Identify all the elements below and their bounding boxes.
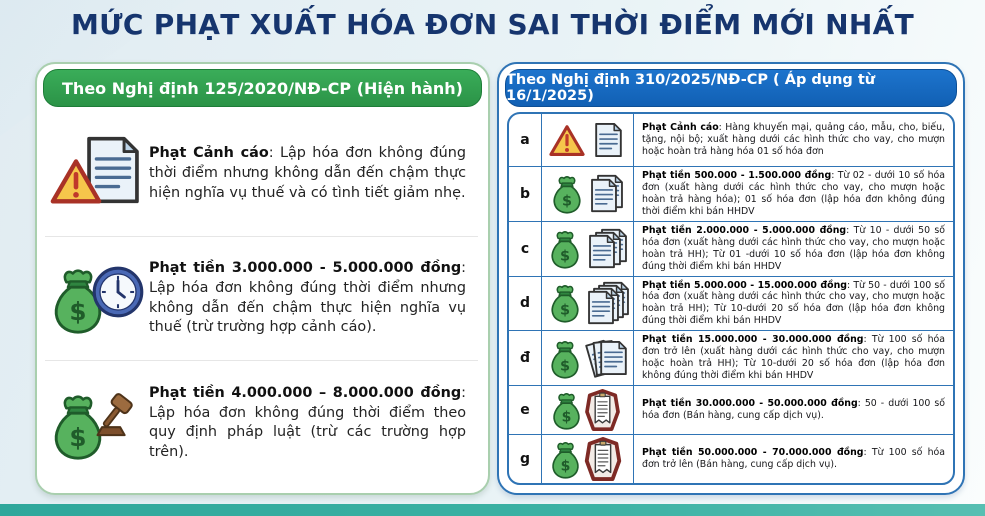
current-decree-panel <box>35 62 490 495</box>
penalty-cell <box>634 277 953 331</box>
list-item <box>45 360 478 485</box>
penalty-lead: Phạt Cảnh cáo <box>149 145 269 162</box>
penalty-body: : Từ 02 - dưới 10 số hóa đơn (xuất hàng dưới các hình thức cho vay, cho mượn hoặc hoàn trả hàng hóa); 01 số hóa đơn (lập hóa đơn không đúng thời điểm khi bán HHDV <box>642 170 945 217</box>
table-row <box>509 386 953 435</box>
row-letter: d <box>509 277 542 331</box>
penalty-lead: Phạt tiền 500.000 - 1.500.000 đồng <box>642 170 832 181</box>
warning-document-icon <box>45 131 149 217</box>
penalty-lead: Phạt tiền 2.000.000 - 5.000.000 đồng <box>642 224 847 236</box>
footer-strip <box>0 504 985 516</box>
moneybag-red-invoice-icon <box>542 435 634 483</box>
list-item <box>45 112 478 236</box>
row-letter: c <box>509 222 542 276</box>
moneybag-red-invoice-icon <box>542 386 634 434</box>
penalty-body: : Lập hóa đơn không đúng thời điểm nhưng không dẫn đến chậm thực hiện nghĩa vụ thuế (trừ trường hợp cảnh cáo). <box>149 260 466 336</box>
penalty-cell <box>634 114 953 166</box>
left-panel-items <box>45 112 478 485</box>
penalty-body: : Lập hóa đơn không đúng thời điểm theo quy định pháp luật (trừ các trường hợp trên). <box>149 385 466 460</box>
table-row <box>509 222 953 277</box>
penalty-cell <box>634 167 953 221</box>
penalty-body: : Từ 50 - dưới 100 số hóa đơn (xuất hàng dưới các hình thức cho vay, cho mượn hoặc hoàn trả HH); Từ 10-dưới 20 số hóa đơn (lập hóa đơn không đúng thời điểm khi bán HHDV <box>642 279 945 327</box>
moneybag-invoices-fan-icon <box>542 331 634 385</box>
penalty-cell <box>634 435 953 483</box>
penalty-body: : Lập hóa đơn không đúng thời điểm nhưng không dẫn đến chậm thực hiện nghĩa vụ thuế và có tình tiết giảm nhẹ. <box>149 145 466 201</box>
moneybag-clock-icon <box>45 259 149 339</box>
table-row <box>509 277 953 332</box>
penalty-body: : Từ 100 số hóa đơn trở lên (Bán hàng, cung cấp dịch vụ). <box>642 447 945 470</box>
row-letter: a <box>509 114 542 166</box>
moneybag-gavel-icon <box>45 383 149 463</box>
moneybag-invoices-icon <box>542 167 634 221</box>
penalty-table <box>507 112 955 485</box>
penalty-body: : Hàng khuyến mại, quảng cáo, mẫu, cho, biếu, tặng, nội bộ; xuất hàng dưới các hình thức cho vay, cho mượn hoặc hoàn trả hàng hóa 01 số hóa đơn <box>642 122 945 157</box>
table-row <box>509 435 953 483</box>
penalty-lead: Phạt tiền 15.000.000 - 30.000.000 đồng <box>642 334 864 346</box>
penalty-cell <box>634 331 953 385</box>
table-row <box>509 331 953 386</box>
penalty-text <box>149 144 478 203</box>
penalty-lead: Phạt tiền 5.000.000 - 15.000.000 đồng <box>642 279 847 291</box>
new-decree-panel <box>497 62 965 495</box>
penalty-text <box>149 259 478 337</box>
row-letter: e <box>509 386 542 434</box>
moneybag-invoices-icon <box>542 222 634 276</box>
left-panel-header: Theo Nghị định 125/2020/NĐ-CP (Hiện hành) <box>43 69 482 107</box>
row-letter: b <box>509 167 542 221</box>
penalty-lead: Phạt tiền 30.000.000 - 50.000.000 đồng <box>642 398 858 410</box>
right-panel-header: Theo Nghị định 310/2025/NĐ-CP ( Áp dụng từ 16/1/2025) <box>505 69 957 107</box>
row-letter: đ <box>509 331 542 385</box>
penalty-body: : Từ 100 số hóa đơn trở lên (xuất hàng dưới các hình thức cho vay, cho mượn hoặc hoàn trả HH); Từ 10-dưới 20 số hóa đơn (lập hóa đơn không đúng thời điểm khi bán HHDV <box>642 334 945 382</box>
moneybag-invoices-icon <box>542 277 634 331</box>
penalty-lead: Phạt Cảnh cáo <box>642 122 719 134</box>
warning-document-icon <box>542 114 634 166</box>
penalty-cell <box>634 386 953 434</box>
row-letter: g <box>509 435 542 483</box>
penalty-text <box>149 384 478 462</box>
page-title: MỨC PHẠT XUẤT HÓA ĐƠN SAI THỜI ĐIỂM MỚI NHẤT <box>71 8 914 41</box>
table-row <box>509 114 953 167</box>
table-row <box>509 167 953 222</box>
penalty-cell <box>634 222 953 276</box>
penalty-lead: Phạt tiền 3.000.000 - 5.000.000 đồng <box>149 260 462 277</box>
list-item <box>45 236 478 361</box>
penalty-body: : Từ 10 - dưới 50 số hóa đơn (xuất hàng dưới các hình thức cho vay, cho mượn hoặc hoàn trả HH); Từ 01 -dưới 10 số hóa đơn (lập hóa đơn không đúng thời điểm khi bán HHDV <box>642 224 945 272</box>
penalty-body: : 50 - dưới 100 số hóa đơn (Bán hàng, cung cấp dịch vụ). <box>642 398 945 421</box>
penalty-lead: Phạt tiền 4.000.000 – 8.000.000 đồng <box>149 385 462 402</box>
penalty-lead: Phạt tiền 50.000.000 - 70.000.000 đồng <box>642 447 864 459</box>
